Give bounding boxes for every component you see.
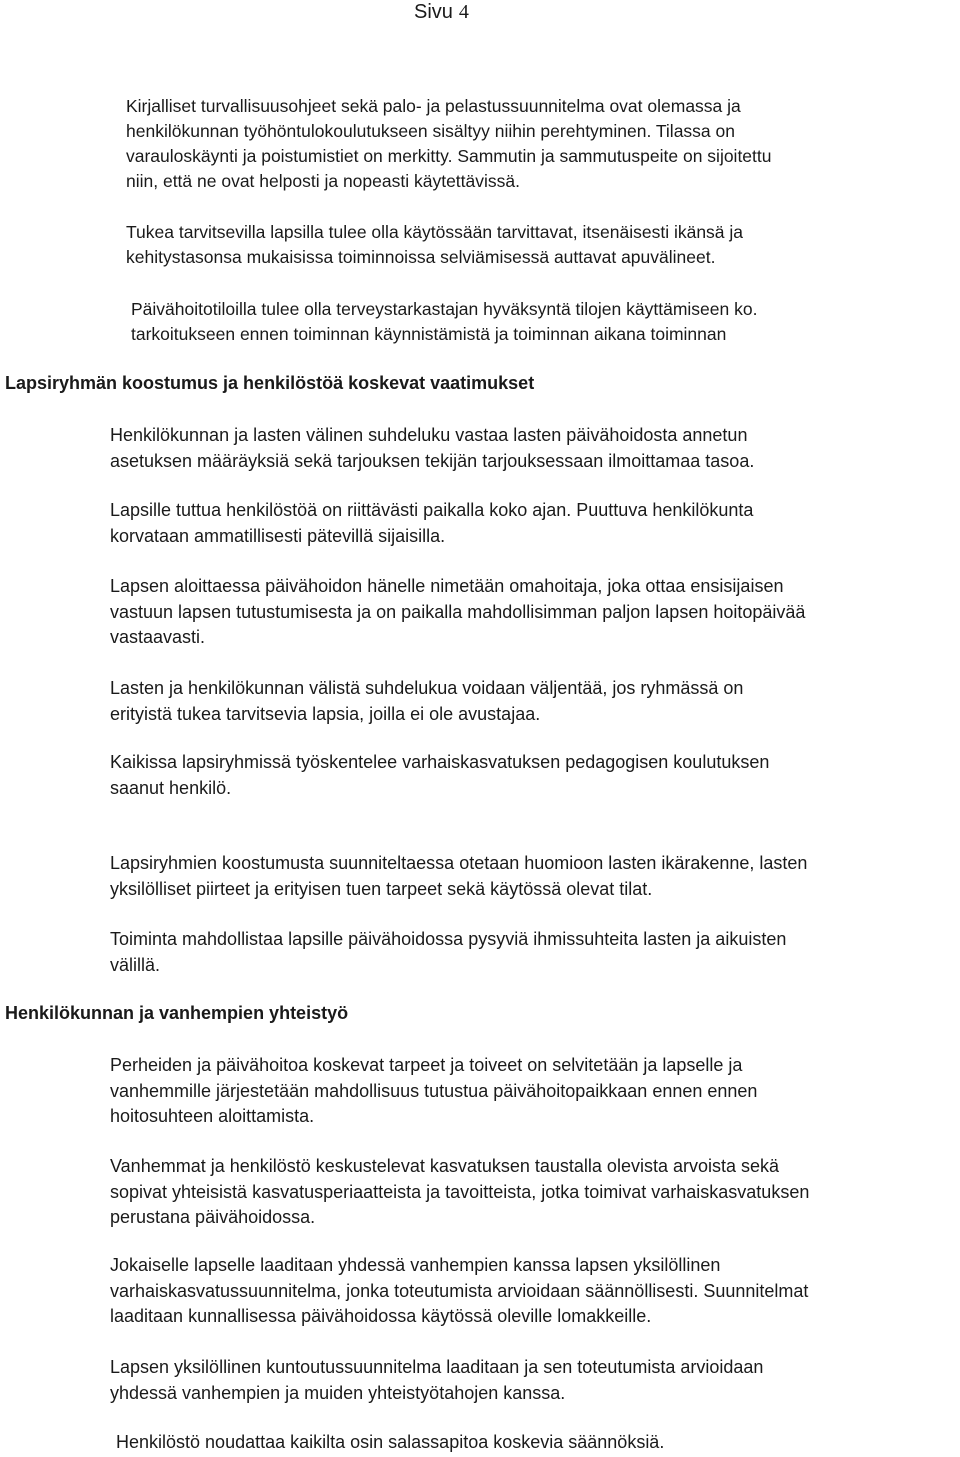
family-needs-paragraph [110,1053,757,1130]
text-line: erityistä tukea tarvitsevia lapsia, joilla ei ole avustajaa. [110,703,541,724]
text-line: hoitosuhteen aloittamista. [110,1106,315,1126]
text-line: Tukea tarvitsevilla lapsilla tulee olla käytössään tarvittavat, itsenäisesti ikänsä ja [126,222,744,242]
text-line: asetuksen määräyksiä sekä tarjouksen tekijän tarjouksessaan ilmoittamaa tasoa. [110,450,755,471]
text-line: Perheiden ja päivähoitoa koskevat tarpeet ja toiveet on selvitetään ja lapselle ja [110,1055,743,1075]
text-line: kehitystasonsa mukaisissa toiminnoissa selviämisessä auttavat apuvälineet. [126,247,716,267]
text-line: Lapsiryhmien koostumusta suunniteltaessa otetaan huomioon lasten ikärakenne, lasten [110,853,808,873]
pedagogical-staff-paragraph [110,750,769,801]
page-header [414,0,469,24]
text-line: Lapsen aloittaessa päivähoidon hänelle nimetään omahoitaja, joka ottaa ensisijaisen [110,576,784,596]
safety-instructions-paragraph [126,94,772,194]
text-line: Lapsen yksilöllinen kuntoutussuunnitelma laaditaan ja sen toteutumista arvioidaan [110,1357,764,1377]
text-line: Lapsille tuttua henkilöstöä on riittävästi paikalla koko ajan. Puuttuva henkilökunta [110,500,754,520]
text-line: niin, että ne ovat helposti ja nopeasti käytettävissä. [126,171,520,191]
text-line: Jokaiselle lapselle laaditaan yhdessä vanhempien kanssa lapsen yksilöllinen [110,1255,721,1275]
text-line: Henkilökunnan ja lasten välinen suhdeluku vastaa lasten päivähoidosta annetun [110,425,748,445]
health-inspector-paragraph [131,297,757,347]
text-line: vastaavasti. [110,627,206,647]
text-line: henkilökunnan työhöntulokoulutukseen sisältyy niihin perehtyminen. Tilassa on [126,121,735,141]
text-line: vanhemmille järjestetään mahdollisuus tutustua päivähoitopaikkaan ennen ennen [110,1080,758,1101]
text-line: välillä. [110,954,161,975]
text-line: Lasten ja henkilökunnan välistä suhdelukua voidaan väljentää, jos ryhmässä on [110,678,744,698]
text-line: sopivat yhteisistä kasvatusperiaatteista ja tavoitteista, jotka toimivat varhaiskasvatuksen [110,1181,810,1202]
text-line: Henkilöstö noudattaa kaikilta osin salassapitoa koskevia säännöksiä. [116,1432,665,1452]
text-line: Vanhemmat ja henkilöstö keskustelevat kasvatuksen taustalla olevista arvoista sekä [110,1156,780,1176]
text-line: Kirjalliset turvallisuusohjeet sekä palo- ja pelastussuunnitelma ovat olemassa ja [126,96,741,116]
staff-ratio-paragraph [110,423,754,474]
section-heading-group-composition: Lapsiryhmän koostumus ja henkilöstöä koskevat vaatimukset [5,373,535,393]
text-line: perustana päivähoidossa. [110,1207,316,1227]
text-line: vastuun lapsen tutustumisesta ja on paikalla mahdollisimman paljon lapsen hoitopäivää [110,601,806,622]
ratio-adjustment-paragraph [110,676,743,727]
section-heading-parent-cooperation: Henkilökunnan ja vanhempien yhteistyö [5,1003,349,1023]
text-line: yhdessä vanhempien ja muiden yhteistyötahojen kanssa. [110,1382,566,1403]
rehabilitation-plan-paragraph [110,1355,763,1406]
text-line: korvataan ammatillisesti pätevillä sijaisilla. [110,525,446,546]
primary-caregiver-paragraph [110,574,805,651]
text-line: tarkoitukseen ennen toiminnan käynnistämistä ja toiminnan aikana toiminnan [131,324,727,344]
text-line: Kaikissa lapsiryhmissä työskentelee varhaiskasvatuksen pedagogisen koulutuksen [110,752,770,772]
text-line: Toiminta mahdollistaa lapsille päivähoidossa pysyviä ihmissuhteita lasten ja aikuisten [110,929,787,949]
assistive-devices-paragraph [126,220,743,270]
text-line: Päivähoitotiloilla tulee olla terveystarkastajan hyväksyntä tilojen käyttämiseen ko. [131,299,758,319]
group-planning-paragraph [110,851,807,902]
stable-relationships-paragraph [110,927,786,978]
education-plan-paragraph [110,1253,808,1330]
text-line: saanut henkilö. [110,777,232,798]
shared-values-paragraph [110,1154,809,1231]
text-line: varhaiskasvatussuunnitelma, jonka toteutumista arvioidaan säännöllisesti. Suunnitelmat [110,1280,809,1301]
page-label: Sivu [414,1,453,23]
confidentiality-paragraph [116,1430,664,1456]
text-line: varauloskäynti ja poistumistiet on merkitty. Sammutin ja sammutuspeite on sijoitettu [126,146,772,166]
text-line: laaditaan kunnallisessa päivähoidossa käytössä oleville lomakkeille. [110,1306,652,1326]
familiar-staff-paragraph [110,498,753,549]
text-line: yksilölliset piirteet ja erityisen tuen tarpeet sekä käytössä olevat tilat. [110,878,653,899]
page-number: 4 [458,1,469,23]
